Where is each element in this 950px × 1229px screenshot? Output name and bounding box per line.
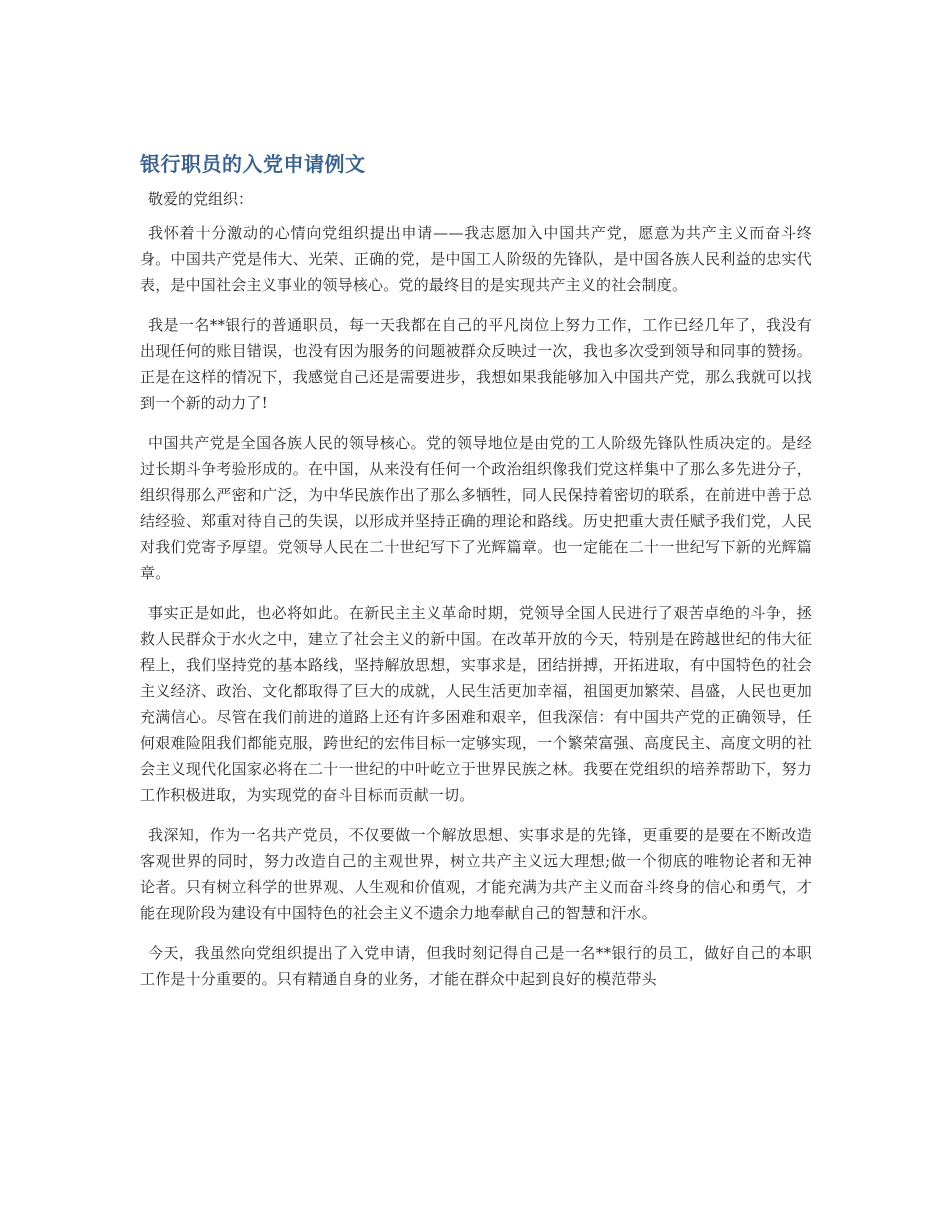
document-title: 银行职员的入党申请例文 xyxy=(140,152,366,176)
paragraph: 我是一名**银行的普通职员，每一天我都在自己的平凡岗位上努力工作，工作已经几年了，我没有出现任何的账目错误，也没有因为服务的问题被群众反映过一次，我也多次受到领导和同事的赞扬。正是在这样的情况下，我感觉自己还是需要进步，我想如果我能够加入中国共产党，那么我就可以找到一个新的动力了! xyxy=(140,316,812,412)
paragraph: 我怀着十分激动的心情向党组织提出申请——我志愿加入中国共产党，愿意为共产主义而奋斗终身。中国共产党是伟大、光荣、正确的党，是中国工人阶级的先锋队，是中国各族人民利益的忠实代表，是中国社会主义事业的领导核心。党的最终目的是实现共产主义的社会制度。 xyxy=(140,224,812,294)
paragraph: 我深知，作为一名共产党员，不仅要做一个解放思想、实事求是的先锋，更重要的是要在不断改造客观世界的同时，努力改造自己的主观世界，树立共产主义远大理想;做一个彻底的唯物论者和无神论者。只有树立科学的世界观、人生观和价值观，才能充满为共产主义而奋斗终身的信心和勇气，才能在现阶段为建设有中国特色的社会主义不遗余力地奉献自己的智慧和汗水。 xyxy=(140,826,812,922)
paragraph: 事实正是如此，也必将如此。在新民主主义革命时期，党领导全国人民进行了艰苦卓绝的斗争，拯救人民群众于水火之中，建立了社会主义的新中国。在改革开放的今天，特别是在跨越世纪的伟大征程上，我们坚持党的基本路线，坚持解放思想，实事求是，团结拼搏，开拓进取，有中国特色的社会主义经济、政治、文化都取得了巨大的成就，人民生活更加幸福，祖国更加繁荣、昌盛，人民也更加充满信心。尽管在我们前进的道路上还有许多困难和艰辛，但我深信：有中国共产党的正确领导，任何艰难险阻我们都能克服，跨世纪的宏伟目标一定够实现，一个繁荣富强、高度民主、高度文明的社会主义现代化国家必将在二十一世纪的中叶屹立于世界民族之林。我要在党组织的培养帮助下，努力工作积极进取，为实现党的奋斗目标而贡献一切。 xyxy=(140,604,812,804)
paragraph: 今天，我虽然向党组织提出了入党申请，但我时刻记得自己是一名**银行的员工，做好自己的本职工作是十分重要的。只有精通自身的业务，才能在群众中起到良好的模范带头 xyxy=(140,944,812,988)
paragraph: 中国共产党是全国各族人民的领导核心。党的领导地位是由党的工人阶级先锋队性质决定的。是经过长期斗争考验形成的。在中国，从来没有任何一个政治组织像我们党这样集中了那么多先进分子，组织得那么严密和广泛，为中华民族作出了那么多牺牲，同人民保持着密切的联系，在前进中善于总结经验、郑重对待自己的失误，以形成并坚持正确的理论和路线。历史把重大责任赋予我们党，人民对我们党寄予厚望。党领导人民在二十世纪写下了光辉篇章。也一定能在二十一世纪写下新的光辉篇章。 xyxy=(140,434,812,582)
salutation: 敬爱的党组织： xyxy=(148,190,254,208)
document-body xyxy=(140,148,812,1006)
